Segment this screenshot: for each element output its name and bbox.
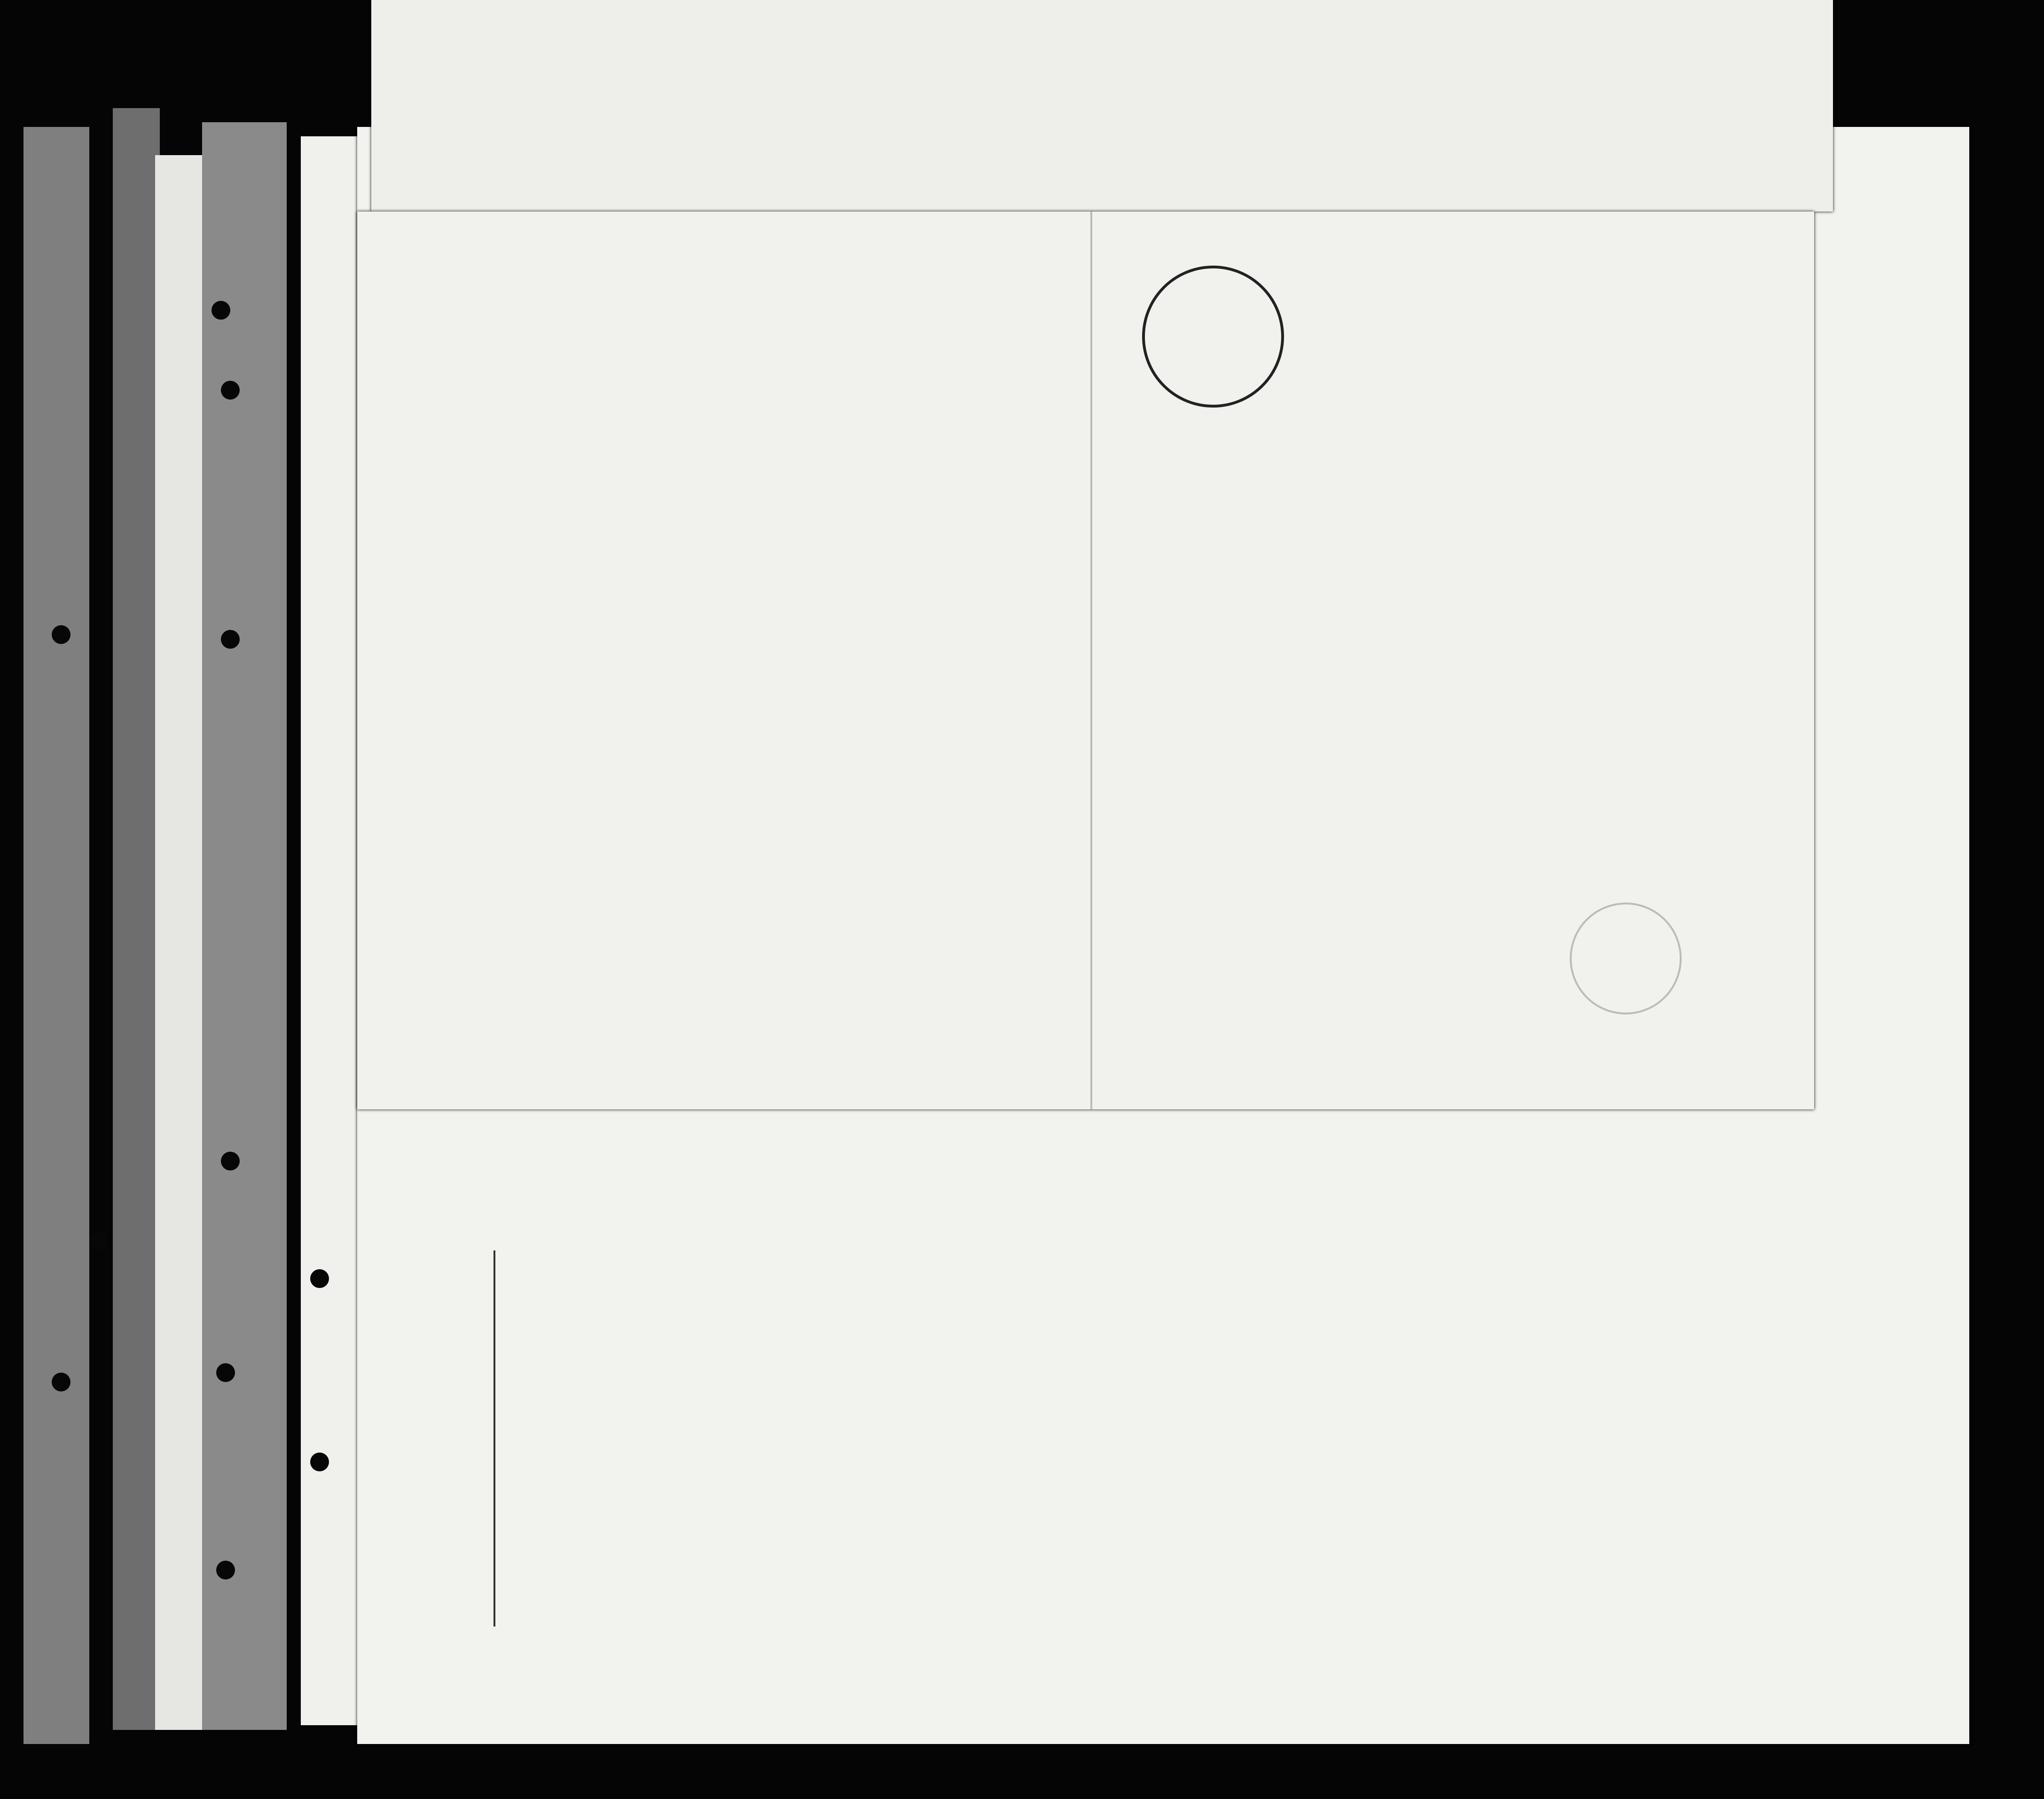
binder-strip-4: [202, 122, 287, 1730]
punch-hole: [221, 381, 240, 400]
punch-hole: [221, 1152, 240, 1171]
punch-hole: [216, 1363, 235, 1382]
punch-hole: [89, 1232, 108, 1250]
binder-strip-3: [155, 155, 207, 1730]
deserting-table: [1147, 705, 1772, 1072]
faint-seal: [1570, 903, 1682, 1014]
punch-hole: [211, 301, 230, 320]
binder-strip-1: [23, 127, 89, 1744]
signed-on-table: [414, 254, 1057, 724]
punch-hole: [52, 625, 70, 644]
binder-strip-5: [301, 136, 367, 1725]
signature-wave: [493, 1250, 495, 1626]
punch-hole: [52, 1373, 70, 1391]
manifest-grid: [479, 1086, 1861, 1735]
top-folded-form: [371, 0, 1833, 212]
statement-sheet: [357, 212, 1814, 1109]
top-form-lines: [371, 0, 1833, 212]
fold-line: [1090, 212, 1092, 1109]
received-stamp: [1142, 266, 1284, 408]
punch-hole: [310, 1269, 329, 1288]
punch-hole: [310, 1453, 329, 1471]
punch-hole: [216, 1561, 235, 1579]
binder-strip-2: [113, 108, 160, 1730]
received-stamp-text: [1174, 338, 1257, 353]
punch-hole: [221, 630, 240, 649]
